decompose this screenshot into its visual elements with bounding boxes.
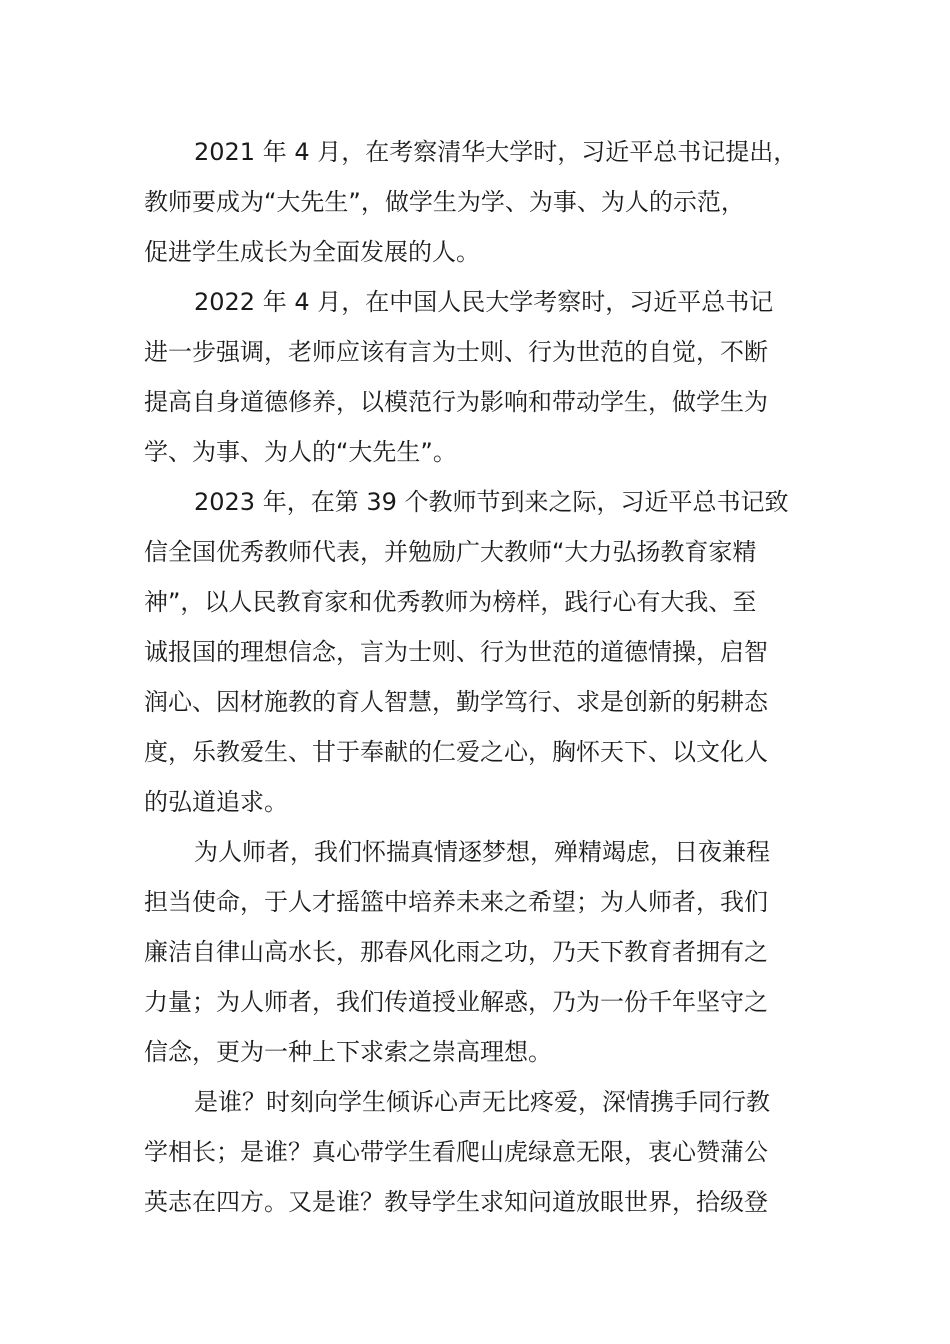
text-line: 信念，更为一种上下求索之崇高理想。	[144, 1038, 552, 1066]
text-line: 为人师者，我们怀揣真情逐梦想，殚精竭虑，日夜兼程	[194, 838, 770, 866]
text-line: 润心、因材施教的育人智慧，勤学笃行、求是创新的躬耕态	[144, 688, 768, 716]
text-line: 度，乐教爱生、甘于奉献的仁爱之心，胸怀天下、以文化人	[144, 738, 768, 766]
paragraph-5	[144, 1077, 826, 1227]
paragraph-2	[144, 277, 826, 477]
paragraph-4	[144, 827, 826, 1077]
paragraph-3	[144, 477, 826, 827]
text-line: 提高自身道德修养，以模范行为影响和带动学生，做学生为	[144, 388, 768, 416]
text-line: 学、为事、为人的“大先生”。	[144, 438, 457, 466]
text-line: 2022 年 4 月，在中国人民大学考察时，习近平总书记	[194, 288, 774, 316]
text-line: 神”，以人民教育家和优秀教师为榜样，践行心有大我、至	[144, 588, 757, 616]
paragraph-1	[144, 127, 826, 277]
document-body	[144, 127, 826, 1227]
text-line: 2021 年 4 月，在考察清华大学时，习近平总书记提出，	[194, 138, 798, 166]
text-line: 的弘道追求。	[144, 788, 288, 816]
text-line: 廉洁自律山高水长，那春风化雨之功，乃天下教育者拥有之	[144, 938, 768, 966]
text-line: 促进学生成长为全面发展的人。	[144, 238, 480, 266]
text-line: 学相长；是谁？真心带学生看爬山虎绿意无限，衷心赞蒲公	[144, 1138, 768, 1166]
text-line: 进一步强调，老师应该有言为士则、行为世范的自觉，不断	[144, 338, 768, 366]
text-line: 诚报国的理想信念，言为士则、行为世范的道德情操，启智	[144, 638, 768, 666]
text-line: 是谁？时刻向学生倾诉心声无比疼爱，深情携手同行教	[194, 1088, 770, 1116]
text-line: 力量；为人师者，我们传道授业解惑，乃为一份千年坚守之	[144, 988, 768, 1016]
text-line: 信全国优秀教师代表，并勉励广大教师“大力弘扬教育家精	[144, 538, 757, 566]
text-line: 担当使命，于人才摇篮中培养未来之希望；为人师者，我们	[144, 888, 768, 916]
text-line: 英志在四方。又是谁？教导学生求知问道放眼世界，拾级登	[144, 1188, 768, 1216]
text-line: 教师要成为“大先生”，做学生为学、为事、为人的示范，	[144, 188, 745, 216]
text-line: 2023 年，在第 39 个教师节到来之际，习近平总书记致	[194, 488, 789, 516]
